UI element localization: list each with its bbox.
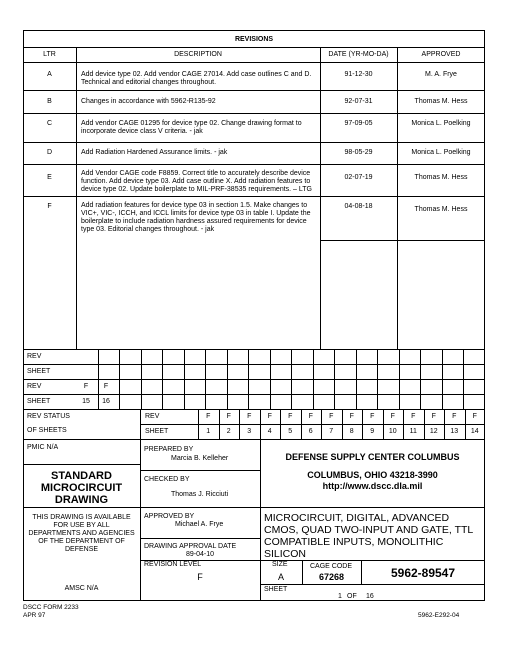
rule — [23, 364, 485, 365]
rev-ltr: D — [46, 149, 53, 156]
rule — [184, 349, 185, 409]
approved-by-label: APPROVED BY — [144, 513, 195, 520]
form-number: DSCC FORM 2233 — [23, 604, 79, 611]
rule — [23, 464, 140, 465]
sheet-label: SHEET — [145, 428, 169, 435]
standard-drawing-title: STANDARD MICROCIRCUIT DRAWING — [40, 470, 123, 506]
rule — [260, 584, 485, 585]
grid-rev-cell: F — [472, 413, 477, 420]
rev-ltr: C — [46, 120, 53, 127]
of-sheets-label: OF SHEETS — [27, 427, 67, 434]
rule — [23, 409, 485, 410]
document-code: 5962-E292-04 — [418, 612, 460, 619]
grid-sheet-cell: 9 — [370, 428, 375, 435]
grid-rev-15: F — [83, 383, 89, 390]
grid-sheet-cell: 10 — [388, 428, 397, 435]
rule — [23, 142, 485, 143]
prepared-by-label: PREPARED BY — [144, 446, 194, 453]
rule — [248, 349, 249, 409]
rule — [141, 349, 142, 409]
revision-level-label: REVISION LEVEL — [144, 561, 202, 568]
grid-rev-cell: F — [308, 413, 313, 420]
rule — [23, 394, 485, 395]
rev-approved: Thomas M. Hess — [414, 206, 468, 213]
size-label: SIZE — [272, 561, 288, 568]
sheet-label: SHEET — [27, 398, 51, 405]
rule — [205, 349, 206, 409]
rule — [76, 47, 77, 350]
grid-rev-cell: F — [370, 413, 375, 420]
rule — [23, 90, 485, 91]
sheet-total: 16 — [366, 593, 374, 600]
pmic: PMIC N/A — [27, 444, 59, 451]
rule — [140, 507, 485, 508]
rev-ltr: B — [47, 98, 52, 105]
sheet-label: SHEET — [27, 368, 51, 375]
approval-date: 89-04-10 — [185, 551, 215, 558]
device-title: MICROCIRCUIT, DIGITAL, ADVANCED CMOS, QUAD TWO-INPUT AND GATE, TTL COMPATIBLE INPUTS, MONOLITHIC SILICON — [264, 512, 473, 560]
rule — [334, 349, 335, 409]
rule — [227, 349, 228, 409]
col-description: DESCRIPTION — [174, 51, 222, 58]
rev-ltr: A — [47, 71, 52, 78]
rule — [442, 349, 443, 409]
approved-by: Michael A. Frye — [175, 521, 224, 528]
rule — [162, 349, 163, 409]
grid-rev-cell: F — [329, 413, 334, 420]
col-date: DATE (YR-MO-DA) — [328, 51, 389, 58]
rule — [23, 349, 485, 350]
rev-date: 97-09-05 — [344, 120, 373, 127]
grid-rev-cell: F — [390, 413, 395, 420]
rule — [23, 439, 485, 440]
rule — [270, 349, 271, 409]
rule — [23, 196, 485, 197]
grid-rev-cell: F — [431, 413, 436, 420]
rule — [313, 349, 314, 409]
rev-label: REV — [27, 353, 42, 360]
rev-date: 02-07-19 — [344, 174, 373, 181]
rev-status-label: REV STATUS — [27, 413, 70, 420]
rule — [119, 349, 120, 409]
approval-date-label: DRAWING APPROVAL DATE — [144, 543, 237, 550]
of-label: OF — [347, 593, 357, 600]
col-approved: APPROVED — [421, 51, 461, 58]
rev-approved: Thomas M. Hess — [414, 98, 468, 105]
rev-description: Add radiation features for device type 03 in section 1.5. Make changes to VIC+, VIC-, ICCH, and ICCL limits for device type 03 in table I. Update the boilerplate to include radiation hardness assured requirements for device type 03. Editorial changes throughout. - jak — [81, 202, 311, 233]
agency-website: http://www.dscc.dla.mil — [322, 481, 423, 491]
rev-description: Add Radiation Hardened Assurance limits. - jak — [81, 149, 228, 156]
grid-rev-cell: F — [349, 413, 354, 420]
grid-sheet-16: 16 — [102, 398, 110, 405]
grid-sheet-cell: 7 — [329, 428, 334, 435]
rule — [377, 349, 378, 409]
rule — [356, 349, 357, 409]
size: A — [277, 572, 284, 582]
rev-label: REV — [27, 383, 42, 390]
grid-sheet-cell: 14 — [470, 428, 479, 435]
rev-description: Add vendor CAGE 01295 for device type 02. Change drawing format to incorporate device class V criteria. - jak — [81, 120, 302, 135]
grid-rev-cell: F — [226, 413, 231, 420]
rule — [140, 538, 260, 539]
rule — [23, 47, 485, 48]
grid-sheet-cell: 2 — [226, 428, 231, 435]
sheet-number: 1 — [338, 593, 342, 600]
drawing-number: 5962-89547 — [390, 566, 456, 580]
rule — [23, 164, 485, 165]
agency-name: DEFENSE SUPPLY CENTER COLUMBUS — [285, 452, 460, 462]
grid-sheet-15: 15 — [82, 398, 90, 405]
rule — [397, 47, 398, 350]
grid-sheet-cell: 12 — [429, 428, 438, 435]
rule — [23, 62, 485, 63]
rule — [98, 349, 99, 409]
grid-sheet-cell: 3 — [247, 428, 252, 435]
grid-rev-cell: F — [206, 413, 211, 420]
grid-sheet-cell: 1 — [206, 428, 211, 435]
rule — [140, 470, 260, 471]
rule — [399, 349, 400, 409]
grid-rev-cell: F — [267, 413, 272, 420]
grid-sheet-cell: 5 — [288, 428, 293, 435]
grid-rev-cell: F — [411, 413, 416, 420]
grid-sheet-cell: 8 — [349, 428, 354, 435]
cage-code: 67268 — [318, 572, 345, 582]
rev-date: 92-07-31 — [344, 98, 373, 105]
agency-address: COLUMBUS, OHIO 43218-3990 — [307, 470, 438, 480]
revisions-header: REVISIONS — [234, 36, 274, 43]
grid-rev-cell: F — [288, 413, 293, 420]
rev-date: 98-05-29 — [344, 149, 373, 156]
rev-approved: M. A. Frye — [425, 71, 457, 78]
grid-sheet-cell: 11 — [409, 428, 417, 435]
col-ltr: LTR — [43, 51, 56, 58]
revision-level: F — [197, 572, 203, 582]
grid-rev-16: F — [103, 383, 109, 390]
rule — [23, 507, 140, 508]
rule — [420, 349, 421, 409]
rev-approved: Thomas M. Hess — [414, 174, 468, 181]
rule — [320, 47, 321, 350]
rev-ltr: E — [47, 174, 52, 181]
rule — [140, 424, 485, 425]
checked-by-label: CHECKED BY — [144, 476, 190, 483]
rev-description: Changes in accordance with 5962-R135-92 — [81, 98, 216, 105]
checked-by: Thomas J. Ricciuti — [171, 491, 229, 498]
rev-label: REV — [145, 413, 160, 420]
rev-approved: Monica L. Poelking — [411, 120, 471, 127]
rule — [23, 113, 485, 114]
rev-approved: Monica L. Poelking — [411, 149, 471, 156]
rev-date: 04-08-18 — [344, 203, 373, 210]
rule — [23, 379, 485, 380]
grid-sheet-cell: 13 — [450, 428, 459, 435]
availability-note: THIS DRAWING IS AVAILABLE FOR USE BY ALL DEPARTMENTS AND AGENCIES OF THE DEPARTMENT OF DEFENSE — [28, 514, 135, 553]
rev-ltr: F — [47, 203, 52, 210]
rev-description: Add Vendor CAGE code F8859. Correct title to accurately describe device function. Add device type 03. Add case outline X. Add radiation features to device type 02. Update boilerplate to MIL-PRF-38535 requirements. – LTG — [81, 170, 312, 193]
form-date: APR 97 — [23, 612, 46, 619]
cage-label: CAGE CODE — [310, 563, 353, 570]
grid-rev-cell: F — [452, 413, 457, 420]
rev-date: 91-12-30 — [344, 71, 373, 78]
sheet-label: SHEET — [264, 586, 288, 593]
rule — [463, 349, 464, 409]
rev-description: Add device type 02. Add vendor CAGE 27014. Add case outlines C and D. Technical and editorial changes throughout. — [81, 71, 312, 86]
amsc: AMSC N/A — [64, 585, 99, 592]
grid-rev-cell: F — [247, 413, 252, 420]
grid-sheet-cell: 4 — [267, 428, 272, 435]
grid-sheet-cell: 6 — [308, 428, 313, 435]
prepared-by: Marcia B. Kelleher — [171, 455, 229, 462]
rule — [320, 240, 485, 241]
rule — [291, 349, 292, 409]
